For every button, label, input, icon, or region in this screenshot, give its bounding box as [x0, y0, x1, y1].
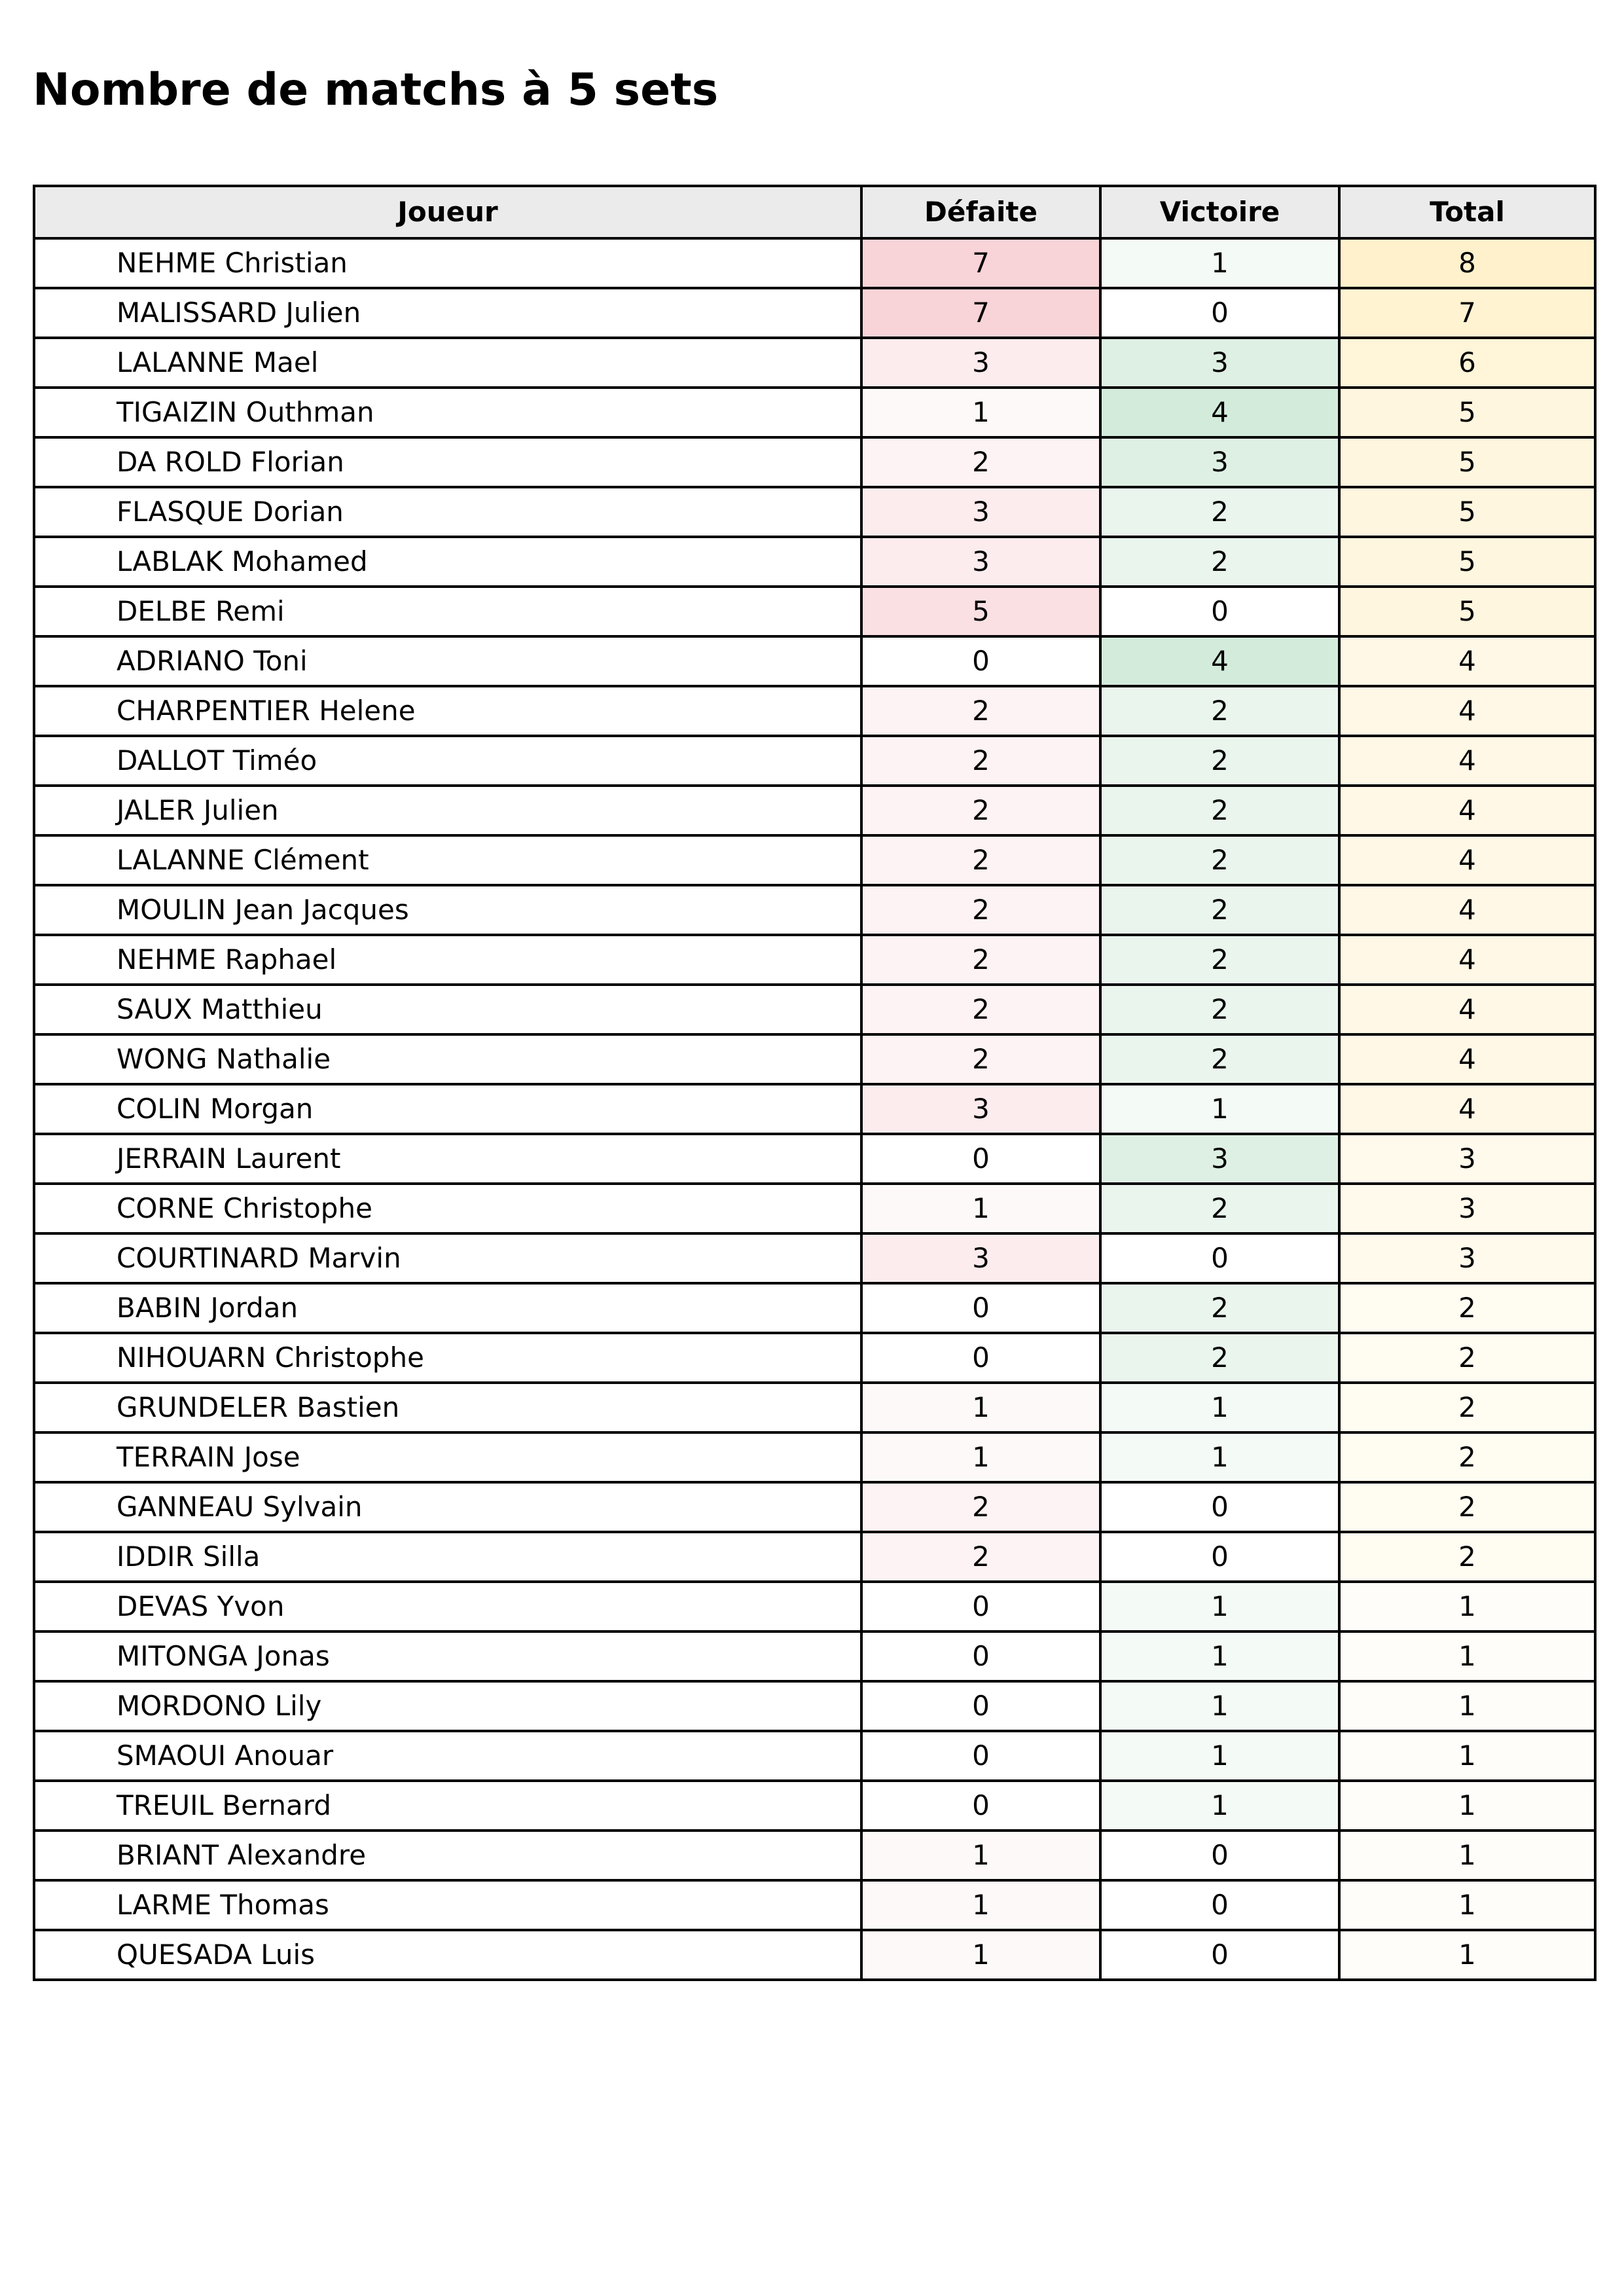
player-name-cell: JERRAIN Laurent [34, 1134, 861, 1184]
defaite-cell: 1 [861, 1432, 1100, 1482]
results-table [33, 185, 1597, 1981]
defaite-cell: 7 [861, 288, 1100, 338]
victoire-cell: 2 [1100, 1034, 1339, 1084]
victoire-cell: 2 [1100, 537, 1339, 587]
defaite-cell: 2 [861, 935, 1100, 985]
player-name-cell: JALER Julien [34, 786, 861, 835]
victoire-cell: 2 [1100, 487, 1339, 537]
table-row [34, 636, 1595, 686]
victoire-cell: 0 [1100, 1880, 1339, 1930]
victoire-cell: 2 [1100, 1283, 1339, 1333]
victoire-cell: 1 [1100, 1582, 1339, 1631]
total-cell: 1 [1339, 1831, 1595, 1880]
defaite-cell: 2 [861, 437, 1100, 487]
victoire-cell: 1 [1100, 1731, 1339, 1781]
total-cell: 4 [1339, 1034, 1595, 1084]
victoire-cell: 4 [1100, 388, 1339, 437]
total-cell: 4 [1339, 736, 1595, 786]
player-name-cell: GRUNDELER Bastien [34, 1383, 861, 1432]
table-row [34, 1283, 1595, 1333]
victoire-cell: 0 [1100, 1831, 1339, 1880]
total-cell: 2 [1339, 1532, 1595, 1582]
total-cell: 4 [1339, 935, 1595, 985]
defaite-cell: 3 [861, 338, 1100, 388]
table-row [34, 1831, 1595, 1880]
player-name-cell: BRIANT Alexandre [34, 1831, 861, 1880]
player-name-cell: LABLAK Mohamed [34, 537, 861, 587]
total-cell: 7 [1339, 288, 1595, 338]
table-row [34, 587, 1595, 636]
total-cell: 4 [1339, 1084, 1595, 1134]
table-body [34, 238, 1595, 1980]
header-joueur: Joueur [34, 186, 861, 238]
table-row [34, 1034, 1595, 1084]
defaite-cell: 2 [861, 885, 1100, 935]
total-cell: 4 [1339, 985, 1595, 1034]
table-row [34, 1582, 1595, 1631]
victoire-cell: 1 [1100, 1432, 1339, 1482]
victoire-cell: 0 [1100, 587, 1339, 636]
table-row [34, 786, 1595, 835]
defaite-cell: 0 [861, 1283, 1100, 1333]
defaite-cell: 0 [861, 1582, 1100, 1631]
player-name-cell: ADRIANO Toni [34, 636, 861, 686]
total-cell: 4 [1339, 686, 1595, 736]
table-row [34, 1880, 1595, 1930]
header-row [34, 186, 1595, 238]
victoire-cell: 2 [1100, 835, 1339, 885]
defaite-cell: 0 [861, 1681, 1100, 1731]
total-cell: 1 [1339, 1631, 1595, 1681]
total-cell: 4 [1339, 885, 1595, 935]
victoire-cell: 2 [1100, 1184, 1339, 1233]
victoire-cell: 4 [1100, 636, 1339, 686]
total-cell: 1 [1339, 1781, 1595, 1831]
table-row [34, 388, 1595, 437]
total-cell: 5 [1339, 487, 1595, 537]
victoire-cell: 1 [1100, 238, 1339, 288]
total-cell: 5 [1339, 537, 1595, 587]
table-row [34, 437, 1595, 487]
victoire-cell: 1 [1100, 1383, 1339, 1432]
defaite-cell: 2 [861, 985, 1100, 1034]
table-row [34, 1432, 1595, 1482]
defaite-cell: 0 [861, 636, 1100, 686]
table-row [34, 736, 1595, 786]
table-row [34, 835, 1595, 885]
defaite-cell: 7 [861, 238, 1100, 288]
defaite-cell: 3 [861, 1233, 1100, 1283]
table-row [34, 885, 1595, 935]
total-cell: 1 [1339, 1681, 1595, 1731]
total-cell: 2 [1339, 1383, 1595, 1432]
table-row [34, 1681, 1595, 1731]
player-name-cell: COLIN Morgan [34, 1084, 861, 1134]
defaite-cell: 2 [861, 1034, 1100, 1084]
total-cell: 2 [1339, 1333, 1595, 1383]
victoire-cell: 3 [1100, 338, 1339, 388]
player-name-cell: DELBE Remi [34, 587, 861, 636]
player-name-cell: NIHOUARN Christophe [34, 1333, 861, 1383]
total-cell: 4 [1339, 636, 1595, 686]
victoire-cell: 2 [1100, 1333, 1339, 1383]
defaite-cell: 1 [861, 1383, 1100, 1432]
table-row [34, 537, 1595, 587]
table-row [34, 1532, 1595, 1582]
victoire-cell: 3 [1100, 437, 1339, 487]
victoire-cell: 0 [1100, 1532, 1339, 1582]
victoire-cell: 3 [1100, 1134, 1339, 1184]
player-name-cell: SMAOUI Anouar [34, 1731, 861, 1781]
player-name-cell: CHARPENTIER Helene [34, 686, 861, 736]
player-name-cell: QUESADA Luis [34, 1930, 861, 1980]
defaite-cell: 2 [861, 1532, 1100, 1582]
player-name-cell: LALANNE Mael [34, 338, 861, 388]
victoire-cell: 0 [1100, 1930, 1339, 1980]
victoire-cell: 2 [1100, 935, 1339, 985]
player-name-cell: NEHME Christian [34, 238, 861, 288]
defaite-cell: 5 [861, 587, 1100, 636]
table-row [34, 487, 1595, 537]
defaite-cell: 3 [861, 1084, 1100, 1134]
player-name-cell: IDDIR Silla [34, 1532, 861, 1582]
table-row [34, 686, 1595, 736]
defaite-cell: 1 [861, 1184, 1100, 1233]
total-cell: 8 [1339, 238, 1595, 288]
defaite-cell: 0 [861, 1134, 1100, 1184]
total-cell: 1 [1339, 1582, 1595, 1631]
victoire-cell: 2 [1100, 786, 1339, 835]
total-cell: 1 [1339, 1880, 1595, 1930]
total-cell: 2 [1339, 1283, 1595, 1333]
player-name-cell: WONG Nathalie [34, 1034, 861, 1084]
player-name-cell: TREUIL Bernard [34, 1781, 861, 1831]
defaite-cell: 1 [861, 1930, 1100, 1980]
player-name-cell: MALISSARD Julien [34, 288, 861, 338]
player-name-cell: COURTINARD Marvin [34, 1233, 861, 1283]
player-name-cell: GANNEAU Sylvain [34, 1482, 861, 1532]
total-cell: 6 [1339, 338, 1595, 388]
total-cell: 3 [1339, 1184, 1595, 1233]
player-name-cell: LARME Thomas [34, 1880, 861, 1930]
defaite-cell: 0 [861, 1631, 1100, 1681]
player-name-cell: CORNE Christophe [34, 1184, 861, 1233]
player-name-cell: SAUX Matthieu [34, 985, 861, 1034]
victoire-cell: 2 [1100, 736, 1339, 786]
victoire-cell: 0 [1100, 1233, 1339, 1283]
player-name-cell: DEVAS Yvon [34, 1582, 861, 1631]
victoire-cell: 2 [1100, 985, 1339, 1034]
defaite-cell: 2 [861, 736, 1100, 786]
table-row [34, 985, 1595, 1034]
header-total: Total [1339, 186, 1595, 238]
table-row [34, 1482, 1595, 1532]
table-row [34, 1731, 1595, 1781]
player-name-cell: TERRAIN Jose [34, 1432, 861, 1482]
player-name-cell: NEHME Raphael [34, 935, 861, 985]
total-cell: 1 [1339, 1731, 1595, 1781]
table-row [34, 288, 1595, 338]
table-row [34, 1930, 1595, 1980]
victoire-cell: 1 [1100, 1084, 1339, 1134]
table-row [34, 1134, 1595, 1184]
victoire-cell: 0 [1100, 288, 1339, 338]
defaite-cell: 1 [861, 388, 1100, 437]
defaite-cell: 0 [861, 1333, 1100, 1383]
defaite-cell: 2 [861, 686, 1100, 736]
player-name-cell: FLASQUE Dorian [34, 487, 861, 537]
table-row [34, 1333, 1595, 1383]
total-cell: 4 [1339, 835, 1595, 885]
total-cell: 3 [1339, 1233, 1595, 1283]
results-table-container [33, 185, 1594, 1981]
victoire-cell: 2 [1100, 686, 1339, 736]
defaite-cell: 0 [861, 1731, 1100, 1781]
victoire-cell: 2 [1100, 885, 1339, 935]
player-name-cell: MITONGA Jonas [34, 1631, 861, 1681]
defaite-cell: 1 [861, 1880, 1100, 1930]
victoire-cell: 1 [1100, 1631, 1339, 1681]
table-row [34, 1084, 1595, 1134]
total-cell: 3 [1339, 1134, 1595, 1184]
victoire-cell: 1 [1100, 1781, 1339, 1831]
total-cell: 1 [1339, 1930, 1595, 1980]
player-name-cell: MORDONO Lily [34, 1681, 861, 1731]
total-cell: 2 [1339, 1432, 1595, 1482]
player-name-cell: DA ROLD Florian [34, 437, 861, 487]
header-defaite: Défaite [861, 186, 1100, 238]
total-cell: 4 [1339, 786, 1595, 835]
player-name-cell: MOULIN Jean Jacques [34, 885, 861, 935]
defaite-cell: 3 [861, 487, 1100, 537]
player-name-cell: TIGAIZIN Outhman [34, 388, 861, 437]
player-name-cell: LALANNE Clément [34, 835, 861, 885]
table-row [34, 1781, 1595, 1831]
defaite-cell: 2 [861, 786, 1100, 835]
table-row [34, 1184, 1595, 1233]
table-row [34, 1233, 1595, 1283]
player-name-cell: BABIN Jordan [34, 1283, 861, 1333]
table-row [34, 238, 1595, 288]
defaite-cell: 0 [861, 1781, 1100, 1831]
page-title: Nombre de matchs à 5 sets [33, 64, 719, 116]
victoire-cell: 0 [1100, 1482, 1339, 1532]
table-row [34, 338, 1595, 388]
player-name-cell: DALLOT Timéo [34, 736, 861, 786]
defaite-cell: 2 [861, 1482, 1100, 1532]
total-cell: 5 [1339, 587, 1595, 636]
victoire-cell: 1 [1100, 1681, 1339, 1731]
table-row [34, 935, 1595, 985]
total-cell: 5 [1339, 437, 1595, 487]
defaite-cell: 2 [861, 835, 1100, 885]
table-row [34, 1383, 1595, 1432]
total-cell: 2 [1339, 1482, 1595, 1532]
table-row [34, 1631, 1595, 1681]
defaite-cell: 1 [861, 1831, 1100, 1880]
header-victoire: Victoire [1100, 186, 1339, 238]
defaite-cell: 3 [861, 537, 1100, 587]
total-cell: 5 [1339, 388, 1595, 437]
